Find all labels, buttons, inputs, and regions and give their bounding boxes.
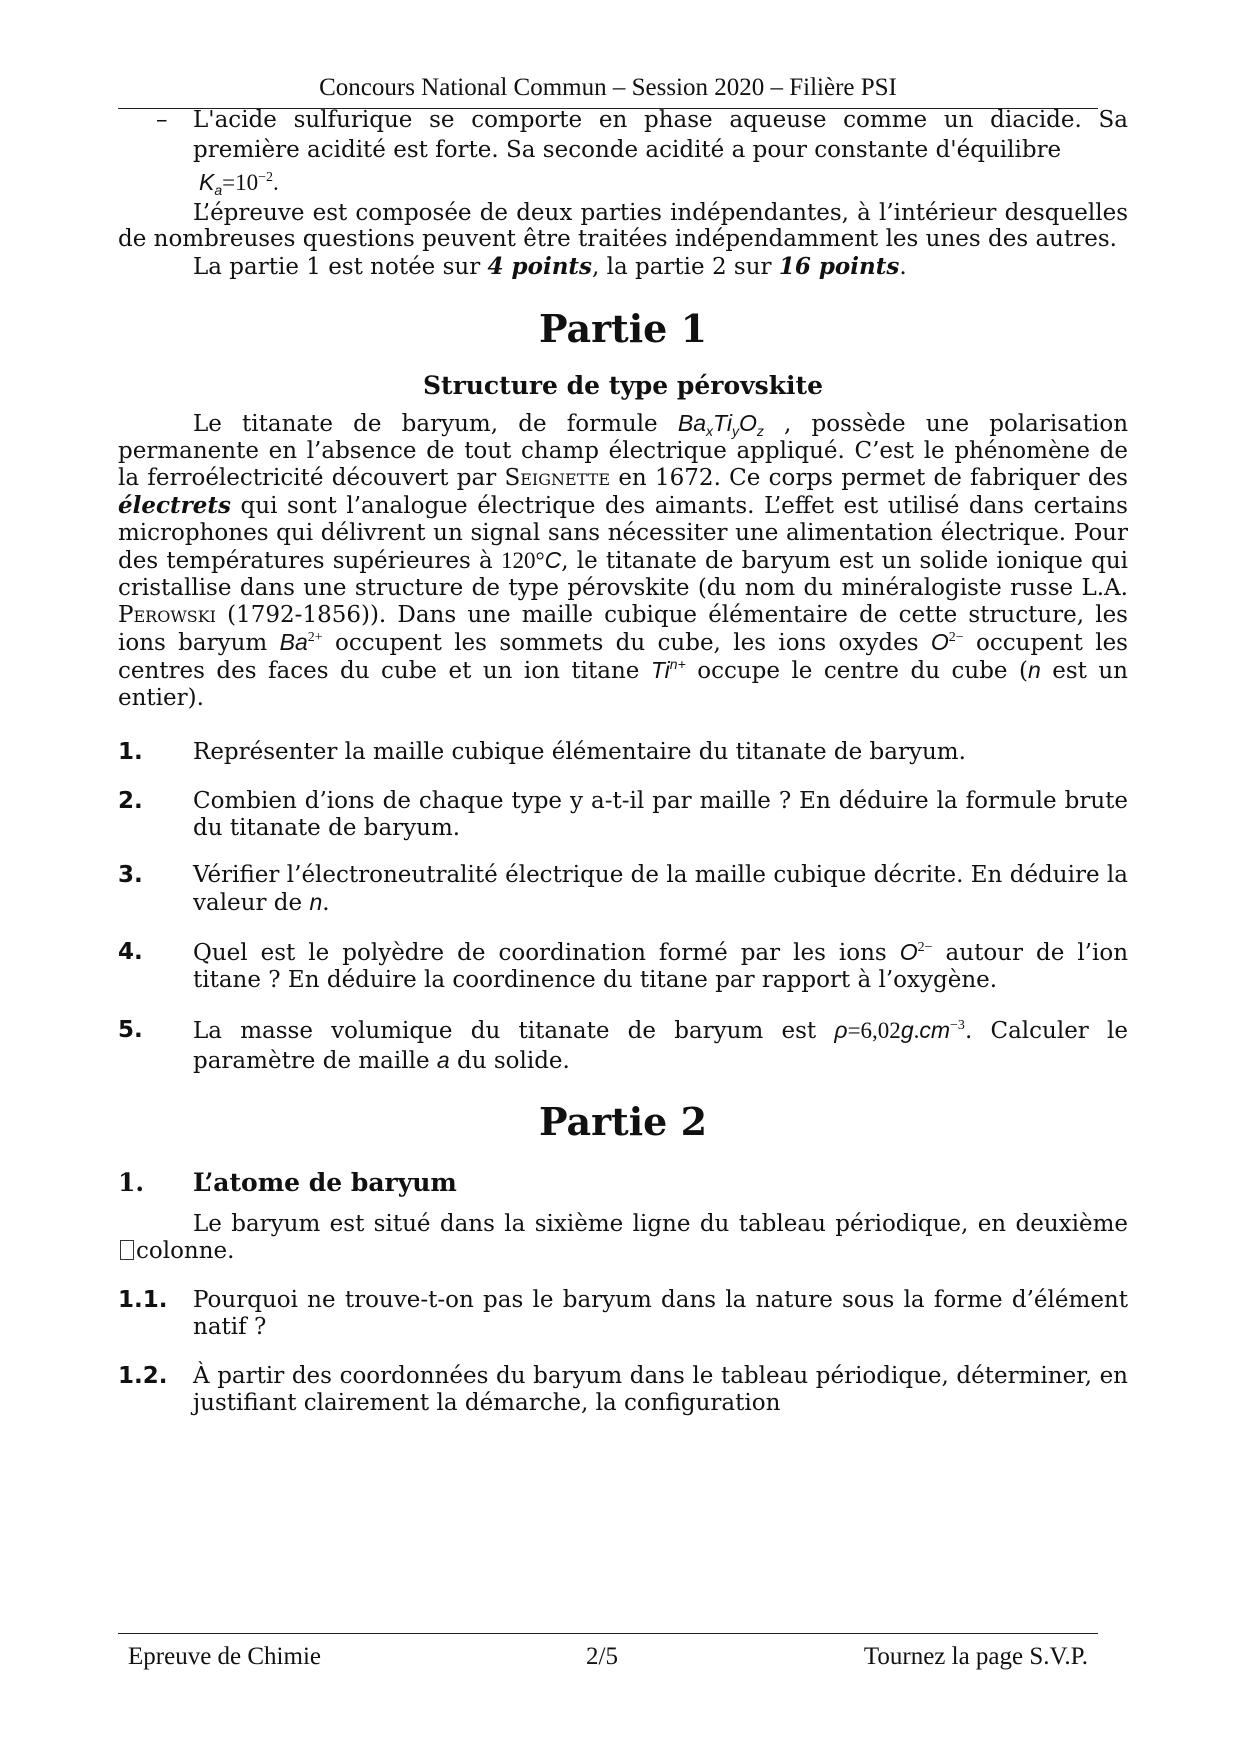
p1-text-i: occupe le centre du cube ( (685, 658, 1028, 684)
question-text-end: du solide. (449, 1048, 570, 1074)
ion-barium: Ba (279, 629, 308, 655)
ion-oxide: O (930, 629, 949, 655)
unit-gram: g (900, 1016, 914, 1043)
question-text-end: . (322, 889, 330, 916)
p1-text-h: occupent les centres des faces du cube et un ion titane (118, 630, 1128, 684)
points-text-3: . (899, 254, 907, 280)
footer-turn-page: Tournez la page S.V.P. (863, 1643, 1088, 1670)
ka-expression (199, 165, 1128, 200)
question-number: 1.2. (118, 1362, 168, 1389)
formula-x: x (706, 423, 713, 439)
question-text-mid: . Calculer le paramètre de maille (193, 1017, 1128, 1074)
name-perowski: Perowski (118, 602, 216, 628)
formula-z: z (756, 423, 764, 439)
temperature-unit: C (544, 547, 562, 573)
footer-exam-name: Epreuve de Chimie (128, 1643, 321, 1670)
question-number: 4. (118, 938, 143, 965)
question-number: 2. (118, 787, 143, 814)
question-text: Vérifier l’électroneutralité électrique de la maille cubique décrite. En déduire la valeur de (193, 861, 1128, 916)
ka-subscript: a (214, 182, 223, 198)
ion-oxide-charge: 2− (948, 630, 964, 645)
ka-exponent: −2 (258, 170, 274, 185)
ion-oxide-charge: 2− (917, 939, 933, 955)
p1-text-c: en 1672. Ce corps permet de fabriquer des (610, 465, 1128, 491)
symbol-n: n (309, 888, 323, 915)
footer-page-number: 2/5 (586, 1643, 618, 1670)
symbol-n: n (1027, 657, 1041, 683)
question-number: 3. (118, 861, 143, 888)
symbol-rho: ρ (834, 1016, 848, 1043)
question-number: 1.1. (118, 1286, 168, 1313)
ion-titanium: Ti (650, 657, 670, 683)
p1-text-d: qui sont l’analogue électrique des aimants. L’effet est utilisé dans certains microphones qui délivrent un signal sans nécessiter une alimentation électrique. Pour des températures supérieures à (118, 493, 1128, 574)
points-text-1: La partie 1 est notée sur (193, 254, 488, 280)
question-text-end: autour de l’ion titane ? En déduire la coordinence du titane par rapport à l’oxygène. (193, 939, 1129, 993)
question-text: À partir des coordonnées du baryum dans le tableau périodique, déterminer, en justifiant clairement la démarche, la configuration (193, 1362, 1128, 1416)
points-part2: 16 points (778, 253, 900, 280)
missing-glyph-icon (120, 1240, 134, 1260)
p1-text-b: , possède une polarisation permanente en l’absence de tout champ électrique appliqué. C’est le phénomène de la ferroélectricité découvert par (118, 411, 1129, 491)
question-number: 5. (118, 1016, 143, 1043)
question-3 (118, 862, 1128, 917)
partie1-subtitle: Structure de type pérovskite (422, 371, 824, 400)
unit-dot: . (913, 1017, 920, 1043)
points-paragraph (118, 252, 1128, 282)
p1-text-g: occupent les sommets du cube, les ions oxydes (322, 630, 931, 656)
page-header: Concours National Commun – Session 2020 – Filière PSI (118, 72, 1098, 109)
intro-bullet (118, 106, 1128, 200)
bullet-dash: – (156, 107, 168, 133)
footer-divider (118, 1633, 1098, 1634)
bullet-text: L'acide sulfurique se comporte en phase aqueuse comme un diacide. Sa première acidité est forte. Sa seconde acidité a pour constante d'équilibre (193, 107, 1128, 163)
term-electrets: électrets (118, 492, 231, 519)
section-1-paragraph (118, 1211, 1128, 1265)
partie1-title: Partie 1 (538, 306, 708, 351)
points-text-2: , la partie 2 sur (592, 254, 779, 280)
formula-o: O (738, 410, 757, 436)
ka-symbol: K (199, 169, 215, 195)
question-text: La masse volumique du titanate de baryum est (193, 1017, 835, 1044)
ka-equals: =10 (222, 170, 259, 195)
ka-period: . (273, 170, 279, 195)
points-part1: 4 points (487, 253, 592, 280)
page-footer (128, 1642, 1088, 1672)
section-1-heading (118, 1167, 1128, 1199)
partie1-paragraph (118, 410, 1128, 712)
question-text: Pourquoi ne trouve-t-on pas le baryum dans la nature sous la forme d’élément natif ? (193, 1286, 1128, 1340)
formula-ba: Ba (677, 410, 706, 436)
question-1-2 (118, 1363, 1128, 1417)
page-content (118, 107, 1129, 1417)
intro-paragraph: L’épreuve est composée de deux parties indépendantes, à l’intérieur desquelles de nombreuses questions peuvent être traitées indépendamment les unes des autres. (118, 200, 1128, 252)
unit-exponent: −3 (950, 1017, 965, 1033)
ion-titanium-charge: n+ (669, 656, 686, 672)
question-5 (118, 1016, 1128, 1077)
p1-text-f: (1792-1856)). Dans une maille cubique élémentaire de cette structure, les ions baryum (118, 602, 1128, 656)
question-text: Quel est le polyèdre de coordination formé par les ions (193, 939, 900, 966)
question-text: Représenter la maille cubique élémentaire du titanate de baryum. (193, 739, 966, 765)
formula-y: y (731, 423, 739, 439)
p1-text-e: , le titanate de baryum est un solide ionique qui cristallise dans une structure de type pérovskite (du nom du minéralogiste russe L.A. (118, 548, 1128, 601)
density-value: =6,02 (847, 1017, 901, 1043)
question-text: Combien d’ions de chaque type y a-t-il par maille ? En déduire la formule brute du titanate de baryum. (193, 787, 1128, 841)
partie2-title: Partie 2 (538, 1098, 708, 1144)
formula-ti: Ti (713, 410, 732, 436)
section-text-b: colonne. (136, 1237, 235, 1264)
section-number: 1. (118, 1167, 145, 1197)
question-1-1 (118, 1287, 1128, 1341)
question-number: 1. (118, 739, 143, 765)
question-1 (118, 738, 1128, 768)
ion-oxide: O (899, 938, 918, 965)
p1-text-a: Le titanate de baryum, de formule (193, 411, 678, 437)
section-title: L’atome de baryum (193, 1167, 457, 1197)
name-seignette: Seignette (504, 465, 611, 491)
question-4 (118, 939, 1128, 994)
question-2 (118, 788, 1128, 842)
symbol-a: a (436, 1047, 450, 1073)
p1-text-j: est un entier). (118, 658, 1128, 711)
ion-barium-charge: 2+ (307, 630, 323, 645)
unit-cm: cm (919, 1016, 951, 1043)
temperature-value: 120° (500, 548, 545, 573)
section-text-a: Le baryum est situé dans la sixième ligne du tableau périodique, en deuxième (193, 1210, 1128, 1237)
